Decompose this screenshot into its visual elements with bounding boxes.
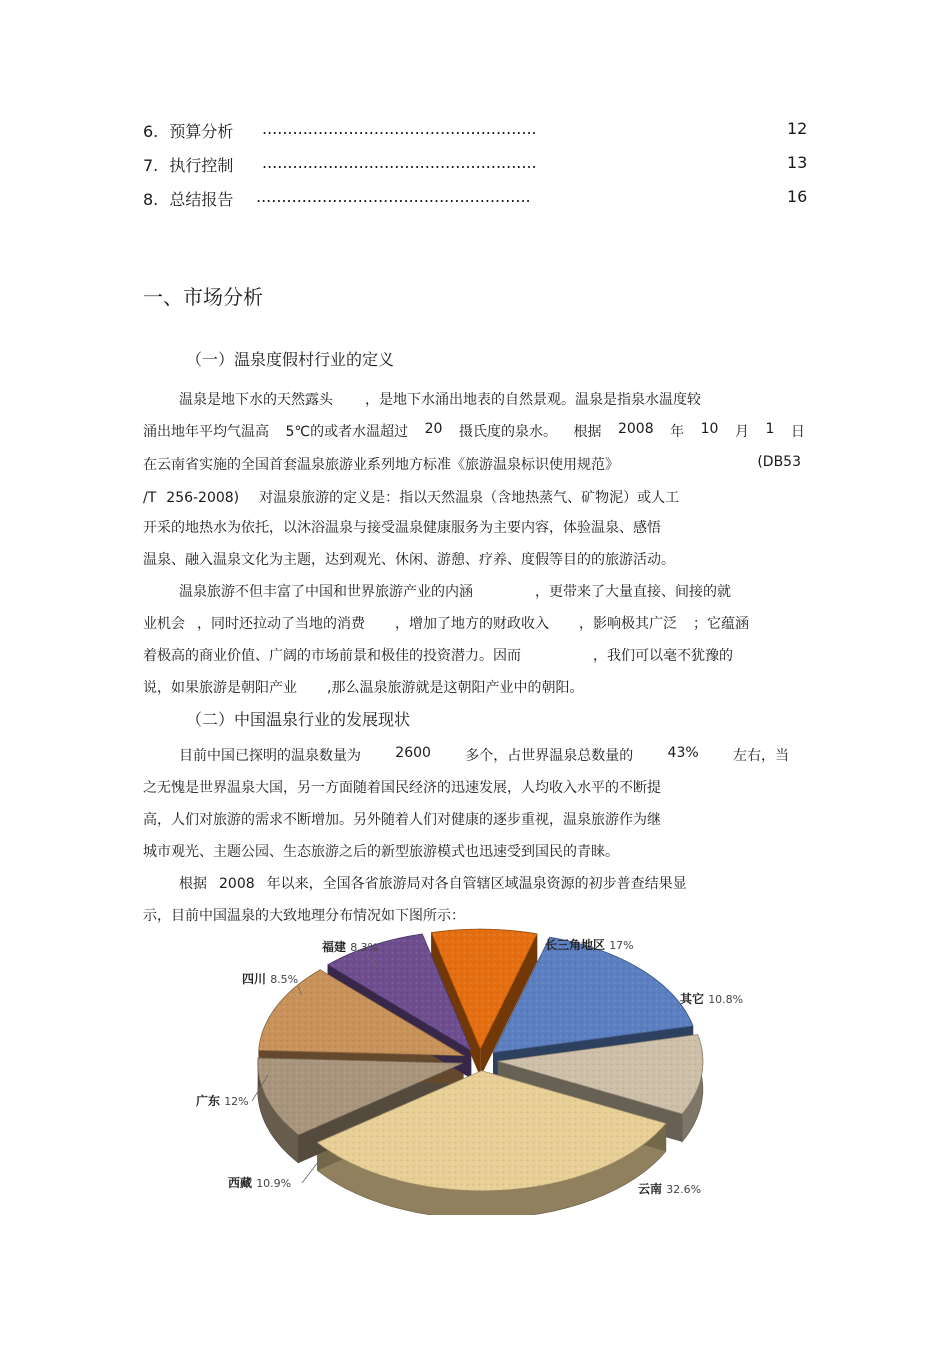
paragraph-line: 涌出地年平均气温高 5℃的或者水温超过 20 摄氏度的泉水。 根据 2008 年 10 月 1 日: [143, 421, 805, 440]
paragraph-line: 示，目前中国温泉的大致地理分布情况如下图所示：: [143, 908, 465, 924]
paragraph-line: 目前中国已探明的温泉数量为 2600 多个，占世界温泉总数量的 43% 左右，当: [179, 745, 789, 764]
pie-label: 长三角地区 17%: [545, 938, 634, 952]
pie-label: 福建 8.3%: [322, 940, 379, 954]
paragraph-line: /T 256-2008) 对温泉旅游的定义是：指以天然温泉（含地热蒸气、矿物泥）或人工: [143, 490, 680, 506]
toc-item-8[interactable]: [143, 187, 233, 210]
paragraph-line: 城市观光、主题公园、生态旅游之后的新型旅游模式也迅速受到国民的青睐。: [143, 844, 619, 860]
pie-label: 其它 10.8%: [680, 992, 744, 1006]
pie-label: 云南 32.6%: [638, 1182, 702, 1196]
section-title: 一、市场分析: [143, 285, 263, 309]
paragraph-line: 说，如果旅游是朝阳产业 ,那么温泉旅游就是这朝阳产业中的朝阳。: [143, 680, 584, 696]
subsection-title: （二）中国温泉行业的发展现状: [186, 710, 411, 729]
toc-page: 13: [787, 153, 808, 172]
paragraph-line: 高，人们对旅游的需求不断增加。另外随着人们对健康的逐步重视，温泉旅游作为继: [143, 812, 661, 828]
toc-item-7[interactable]: [143, 153, 233, 176]
toc-num: 8.: [143, 190, 159, 209]
toc-leader: ......................................................: [262, 119, 537, 138]
paragraph-line: 温泉旅游不但丰富了中国和世界旅游产业的内涵 ，更带来了大量直接、间接的就: [179, 584, 731, 600]
pie-label: 广东 12%: [196, 1094, 249, 1108]
distribution-pie-chart: [190, 925, 750, 1215]
toc-num: 6.: [143, 122, 159, 141]
paragraph-line: 着极高的商业价值、广阔的市场前景和极佳的投资潜力。因而 ，我们可以毫不犹豫的: [143, 648, 733, 664]
toc-title: 预算分析: [169, 122, 234, 141]
toc-leader: ......................................................: [262, 153, 537, 172]
toc-title: 总结报告: [169, 190, 234, 209]
subsection-title: （一）温泉度假村行业的定义: [186, 350, 395, 369]
paragraph-line: 温泉是地下水的天然露头 ，是地下水涌出地表的自然景观。温泉是指泉水温度较: [179, 392, 701, 408]
paragraph-line: 业机会 ，同时还拉动了当地的消费 ，增加了地方的财政收入 ，影响极其广泛 ；它蕴涵: [143, 616, 749, 632]
toc-title: 执行控制: [169, 156, 234, 175]
toc-leader: ......................................................: [256, 187, 531, 206]
paragraph-line: 根据 2008 年以来，全国各省旅游局对各自管辖区域温泉资源的初步普查结果显: [179, 876, 687, 892]
paragraph-line: 温泉、融入温泉文化为主题，达到观光、休闲、游憩、疗养、度假等目的的旅游活动。: [143, 552, 675, 568]
toc-item-6[interactable]: [143, 119, 233, 142]
pie-label: 西藏 10.9%: [228, 1176, 292, 1190]
paragraph-line: 开采的地热水为依托，以沐浴温泉与接受温泉健康服务为主要内容，体验温泉、感悟: [143, 520, 661, 536]
paragraph-line: 之无愧是世界温泉大国，另一方面随着国民经济的迅速发展，人均收入水平的不断提: [143, 780, 661, 796]
paragraph-line: 在云南省实施的全国首套温泉旅游业系列地方标准《旅游温泉标识使用规范》 (DB53: [143, 454, 801, 473]
toc-page: 12: [787, 119, 808, 138]
pie-label: 四川 8.5%: [242, 972, 299, 986]
toc-page: 16: [787, 187, 808, 206]
toc-num: 7.: [143, 156, 159, 175]
